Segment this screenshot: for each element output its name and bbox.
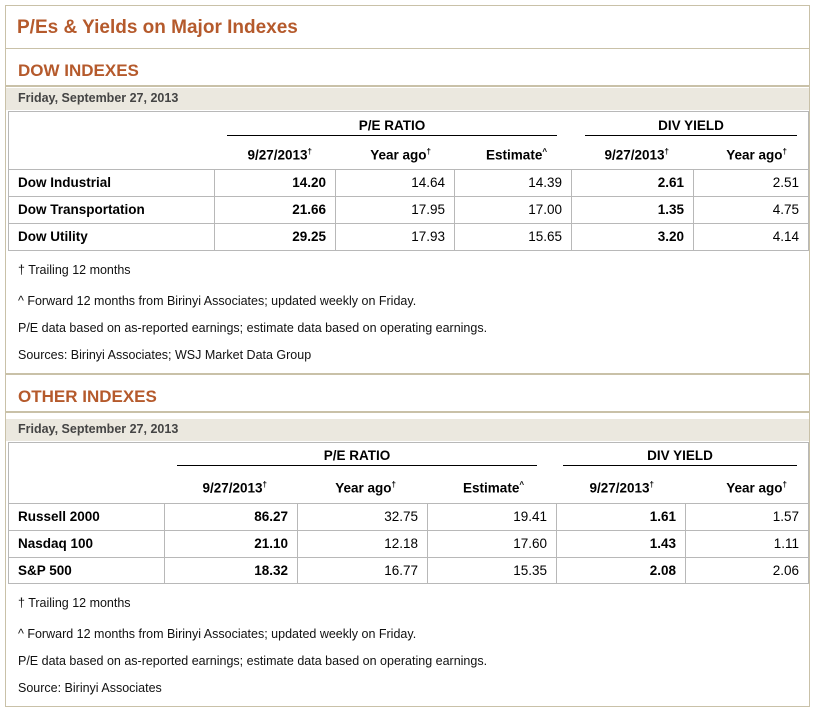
row-label: Russell 2000 [18,509,100,524]
pe-yearago-value: 17.93 [335,224,454,250]
pe-current-value: 21.10 [164,531,297,557]
section-heading-other: OTHER INDEXES [18,387,157,406]
div-current-value: 3.20 [571,224,693,250]
div-yearago-value: 1.57 [685,504,808,530]
div-current-value: 1.61 [556,504,685,530]
div-yearago-value: 2.06 [685,558,808,584]
section-divider [6,373,809,375]
pe-current-value: 86.27 [164,504,297,530]
div-current-value: 2.61 [571,170,693,196]
table-row [9,530,808,557]
table-row [9,196,808,223]
table-date: Friday, September 27, 2013 [18,422,179,436]
pe-yearago-value: 32.75 [297,504,427,530]
col-header-pe-current: 9/27/2013† [247,147,312,163]
row-label: Dow Industrial [18,175,112,190]
footnote: P/E data based on as-reported earnings; estimate data based on operating earnings. [18,654,488,668]
pe-estimate-value: 17.00 [454,197,571,223]
col-header-pe-estimate: Estimate^ [463,480,524,496]
pe-current-value: 18.32 [164,558,297,584]
other-indexes-table [8,442,809,584]
pe-yearago-value: 14.64 [335,170,454,196]
div-yearago-value: 1.11 [685,531,808,557]
div-current-value: 2.08 [556,558,685,584]
section-divider [6,411,809,413]
table-row [9,169,808,196]
group-header-pe: P/E RATIO [177,448,537,466]
col-header-pe-yearago: Year ago† [335,480,396,496]
dow-indexes-table [8,111,809,251]
footnote: P/E data based on as-reported earnings; estimate data based on operating earnings. [18,321,488,335]
row-label: Dow Utility [18,229,88,244]
section-heading-dow: DOW INDEXES [18,61,139,80]
group-header-div: DIV YIELD [563,448,797,466]
div-current-value: 1.43 [556,531,685,557]
table-row [9,557,808,584]
pe-estimate-value: 15.35 [427,558,556,584]
footnote: † Trailing 12 months [18,263,131,277]
col-header-pe-current: 9/27/2013† [202,480,267,496]
col-header-pe-yearago: Year ago† [370,147,431,163]
pe-estimate-value: 15.65 [454,224,571,250]
group-header-pe: P/E RATIO [227,118,557,136]
col-header-div-yearago: Year ago† [726,480,787,496]
div-current-value: 1.35 [571,197,693,223]
pe-yearago-value: 17.95 [335,197,454,223]
div-yearago-value: 2.51 [693,170,808,196]
source-note: Sources: Birinyi Associates; WSJ Market Data Group [18,348,312,362]
col-header-div-yearago: Year ago† [726,147,787,163]
footnote: ^ Forward 12 months from Birinyi Associates; updated weekly on Friday. [18,627,417,641]
pe-yearago-value: 12.18 [297,531,427,557]
title-divider [6,48,809,49]
date-band [6,419,809,441]
div-yearago-value: 4.75 [693,197,808,223]
date-band [6,88,809,110]
col-header-pe-estimate: Estimate^ [486,147,547,163]
page-title: P/Es & Yields on Major Indexes [17,17,298,38]
pe-estimate-value: 17.60 [427,531,556,557]
table-row [9,503,808,530]
footnote: ^ Forward 12 months from Birinyi Associates; updated weekly on Friday. [18,294,417,308]
section-divider [6,85,809,87]
col-header-div-current: 9/27/2013† [589,480,654,496]
pe-yearago-value: 16.77 [297,558,427,584]
table-row [9,223,808,250]
pe-current-value: 14.20 [214,170,335,196]
pe-estimate-value: 19.41 [427,504,556,530]
row-label: Nasdaq 100 [18,536,94,551]
pe-current-value: 29.25 [214,224,335,250]
pe-current-value: 21.66 [214,197,335,223]
footnote: † Trailing 12 months [18,596,131,610]
source-note: Source: Birinyi Associates [18,681,162,695]
row-label: Dow Transportation [18,202,145,217]
table-date: Friday, September 27, 2013 [18,91,179,105]
div-yearago-value: 4.14 [693,224,808,250]
pe-estimate-value: 14.39 [454,170,571,196]
row-label: S&P 500 [18,563,72,578]
group-header-div: DIV YIELD [585,118,797,136]
col-header-div-current: 9/27/2013† [604,147,669,163]
